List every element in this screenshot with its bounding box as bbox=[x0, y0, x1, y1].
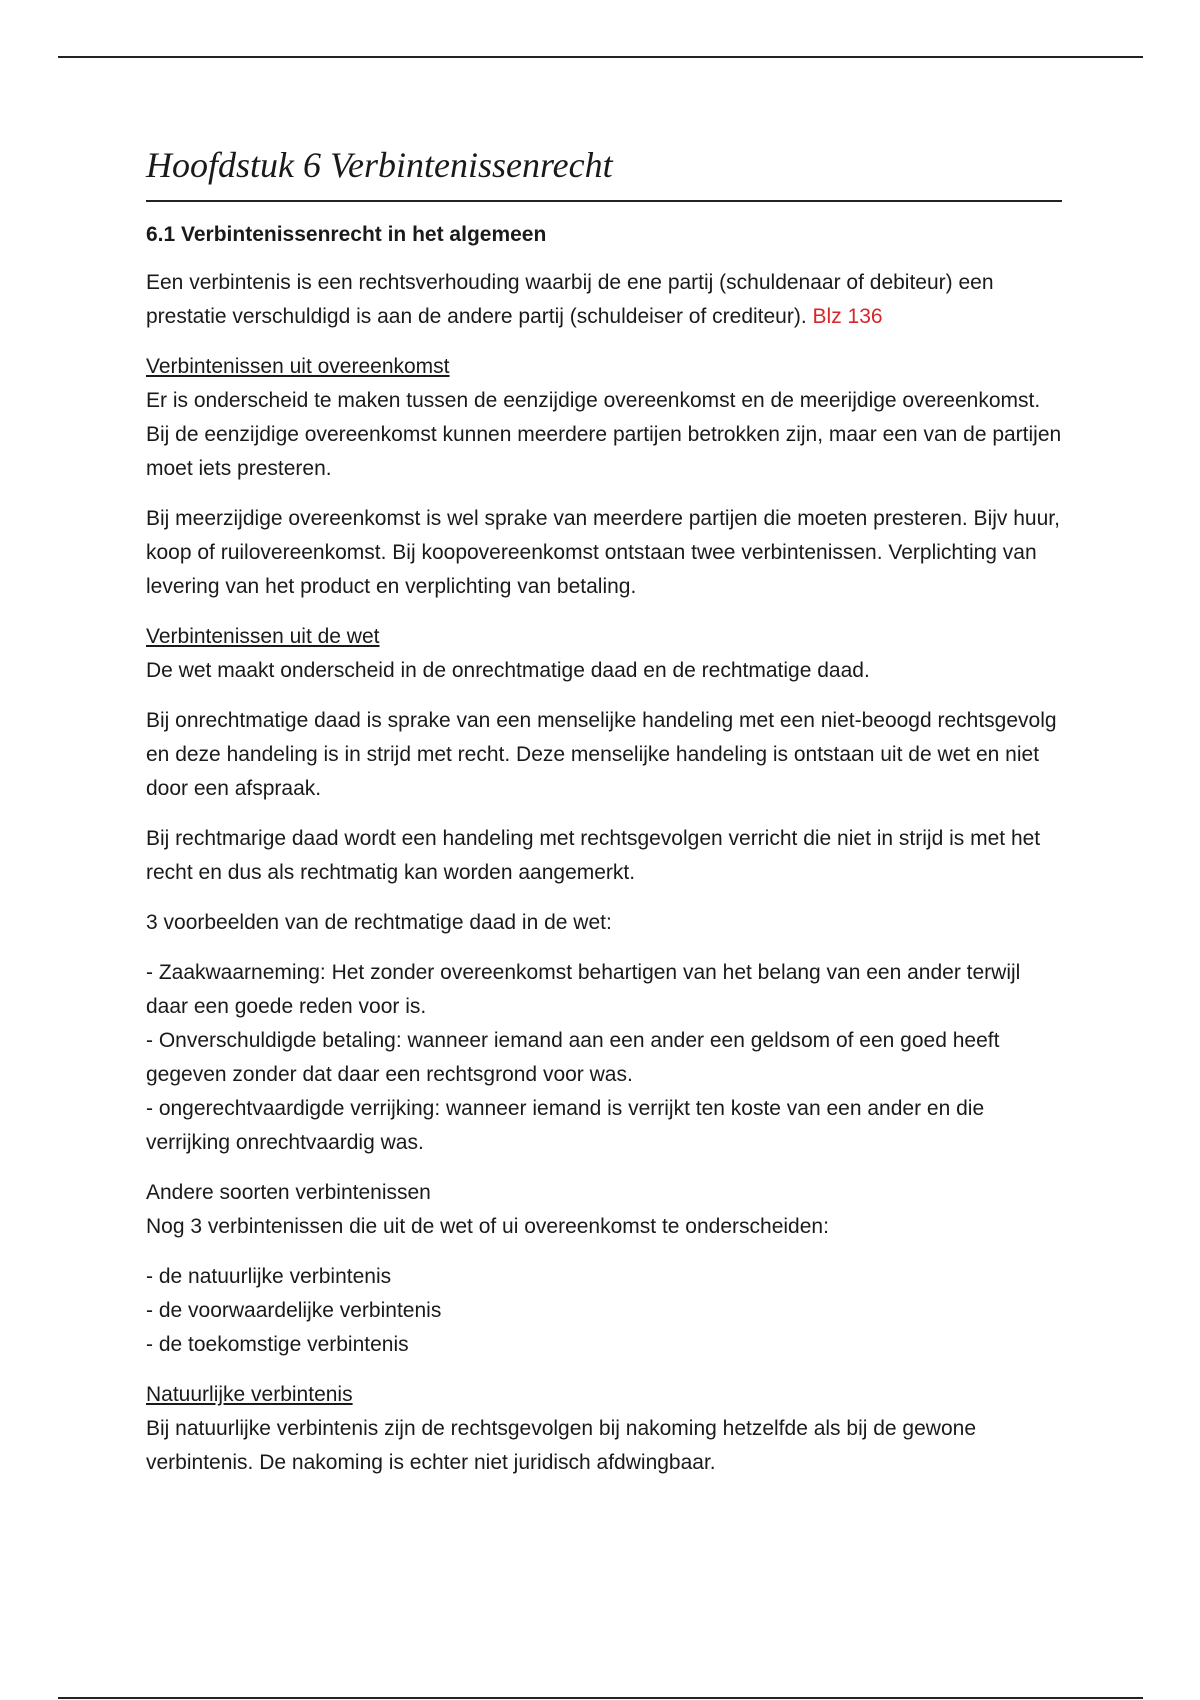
example-item: - ongerechtvaardigde verrijking: wanneer iemand is verrijkt ten koste van een ander en die verrijking onrechtvaardig was. bbox=[146, 1097, 985, 1154]
heading-wet: Verbintenissen uit de wet bbox=[146, 625, 380, 648]
wet-paragraph-4: 3 voorbeelden van de rechtmatige daad in de wet: bbox=[146, 911, 612, 934]
overeenkomst-paragraph-1: Er is onderscheid te maken tussen de eenzijdige overeenkomst en de meerijdige overeenkomst. Bij de eenzijdige overeenkomst kunnen meerdere partijen betrokken zijn, maar een van de partijen moet iets presteren. bbox=[146, 389, 1062, 480]
example-item: - Zaakwaarneming: Het zonder overeenkomst behartigen van het belang van een ander terwijl daar een goede reden voor is. bbox=[146, 961, 1021, 1018]
heading-overeenkomst: Verbintenissen uit overeenkomst bbox=[146, 355, 450, 378]
header-rule bbox=[58, 56, 1143, 58]
wet-paragraph-3: Bij rechtmarige daad wordt een handeling met rechtsgevolgen verricht die niet in strijd is met het recht en dus als rechtmatig kan worden aangemerkt. bbox=[146, 827, 1041, 884]
wet-paragraph-2: Bij onrechtmatige daad is sprake van een menselijke handeling met een niet-beoogd rechtsgevolg en deze handeling is in strijd met recht. Deze menselijke handeling is ontstaan uit de wet en niet door een afspraak. bbox=[146, 709, 1057, 800]
andere-paragraph-1: Nog 3 verbintenissen die uit de wet of ui overeenkomst te onderscheiden: bbox=[146, 1215, 829, 1238]
list-item: - de voorwaardelijke verbintenis bbox=[146, 1299, 442, 1322]
example-item: - Onverschuldigde betaling: wanneer iemand aan een ander een geldsom of een goed heeft gegeven zonder dat daar een rechtsgrond voor was. bbox=[146, 1029, 1000, 1086]
document-page bbox=[146, 140, 1062, 1480]
chapter-title: Hoofdstuk 6 Verbintenissenrecht bbox=[146, 140, 1062, 202]
wet-paragraph-1: De wet maakt onderscheid in de onrechtmatige daad en de rechtmatige daad. bbox=[146, 659, 870, 682]
overeenkomst-paragraph-2: Bij meerzijdige overeenkomst is wel sprake van meerdere partijen die moeten presteren. Bijv huur, koop of ruilovereenkomst. Bij koopovereenkomst ontstaan twee verbintenissen. Verplichting van levering van het product en verplichting van betaling. bbox=[146, 507, 1060, 598]
heading-andere: Andere soorten verbintenissen bbox=[146, 1181, 431, 1204]
section-title: 6.1 Verbintenissenrecht in het algemeen bbox=[146, 223, 547, 246]
footer-rule bbox=[58, 1697, 1143, 1699]
list-item: - de toekomstige verbintenis bbox=[146, 1333, 409, 1356]
natuurlijk-paragraph-1: Bij natuurlijke verbintenis zijn de rechtsgevolgen bij nakoming hetzelfde als bij de gewone verbintenis. De nakoming is echter niet juridisch afdwingbaar. bbox=[146, 1417, 976, 1474]
page-reference: Blz 136 bbox=[812, 305, 883, 328]
intro-paragraph bbox=[146, 266, 1062, 334]
heading-natuurlijk: Natuurlijke verbintenis bbox=[146, 1383, 353, 1406]
intro-text: Een verbintenis is een rechtsverhouding waarbij de ene partij (schuldenaar of debiteur) een prestatie verschuldigd is aan de andere partij (schuldeiser of crediteur). bbox=[146, 271, 994, 328]
list-item: - de natuurlijke verbintenis bbox=[146, 1265, 392, 1288]
